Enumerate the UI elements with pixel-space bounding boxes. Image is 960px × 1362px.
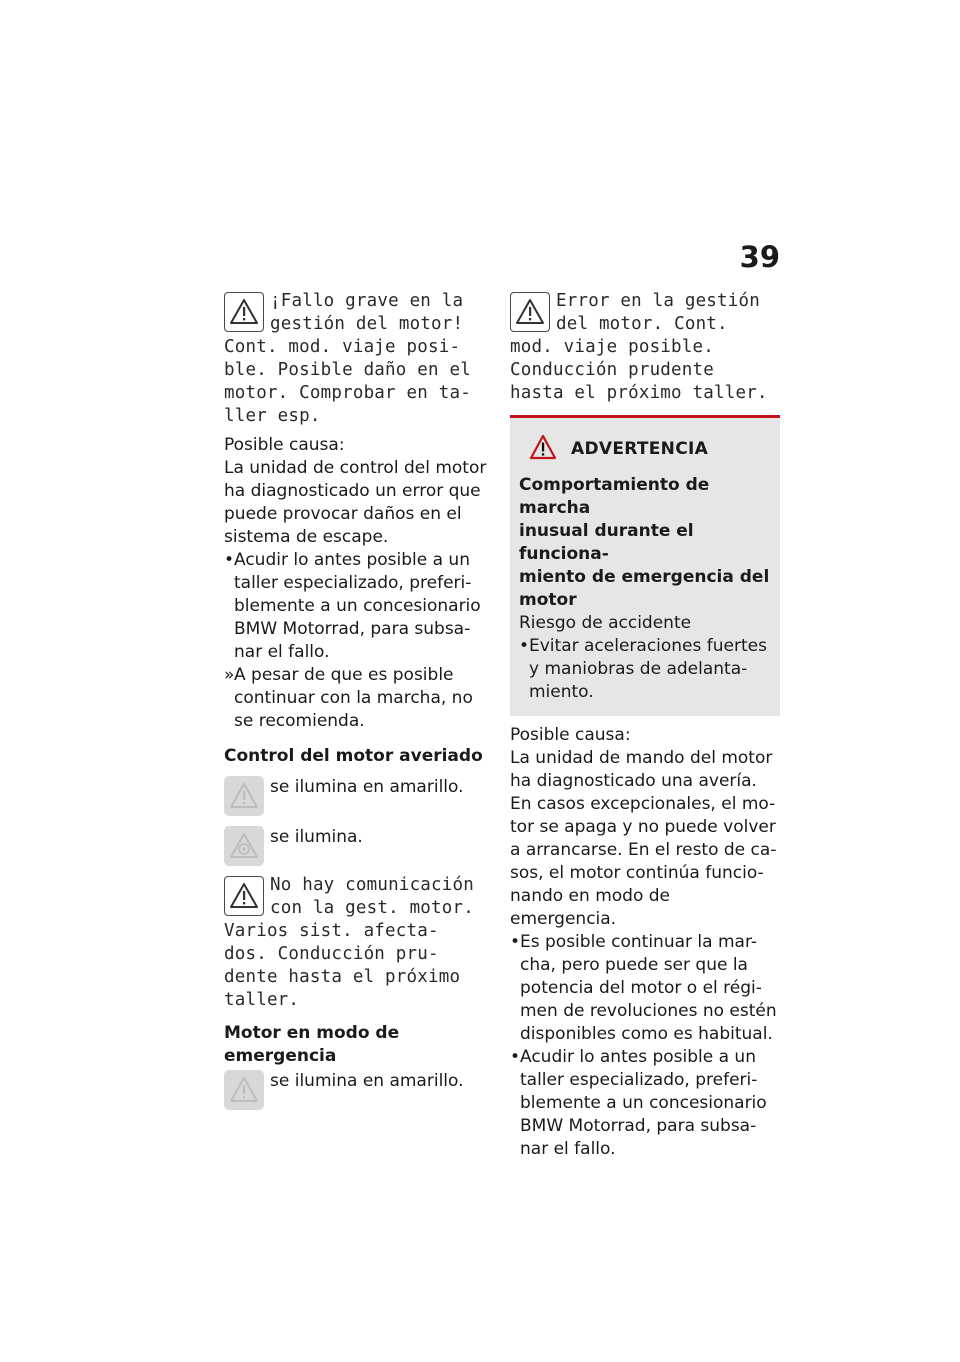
cause-text: a arrancarse. En el resto de ca- bbox=[510, 840, 777, 860]
cause-text: ha diagnosticado una avería. bbox=[510, 771, 757, 791]
exclamation-triangle-icon bbox=[529, 434, 557, 464]
warning-header bbox=[529, 434, 771, 464]
message-line: Error en la gestión bbox=[556, 291, 760, 311]
bullet-icon: • bbox=[510, 932, 521, 952]
message-line: No hay comunicación bbox=[270, 875, 474, 895]
cause-text: ha diagnosticado un error que bbox=[224, 481, 481, 501]
message-line: ¡Fallo grave en la bbox=[270, 291, 464, 311]
list-item-text: Acudir lo antes posible a un bbox=[234, 550, 470, 570]
list-item-text: BMW Motorrad, para subsa- bbox=[234, 619, 471, 639]
list-item-text: y maniobras de adelanta- bbox=[529, 659, 748, 679]
warning-description bbox=[519, 474, 771, 612]
warning-light-icon bbox=[224, 1070, 264, 1110]
warning-actions bbox=[519, 635, 771, 704]
page-number: 39 bbox=[739, 240, 780, 274]
message-line: dente hasta el próximo bbox=[224, 967, 461, 987]
message-line: Conducción prudente bbox=[510, 360, 714, 380]
bullet-icon: • bbox=[510, 1047, 521, 1067]
message-line: dos. Conducción pru- bbox=[224, 944, 439, 964]
result-text: A pesar de que es posible bbox=[234, 665, 454, 685]
list-item-text: nar el fallo. bbox=[520, 1139, 616, 1159]
indicator-text: se ilumina. bbox=[270, 827, 363, 847]
warning-risk: Riesgo de accidente bbox=[519, 613, 692, 633]
message-line: Varios sist. afecta- bbox=[224, 921, 439, 941]
result-text: continuar con la marcha, no bbox=[234, 688, 473, 708]
list-item-text: Es posible continuar la mar- bbox=[520, 932, 757, 952]
list-item bbox=[510, 1046, 780, 1161]
indicator-row bbox=[224, 1068, 488, 1112]
message-line: del motor. Cont. bbox=[556, 314, 728, 334]
message-line: taller. bbox=[224, 990, 300, 1010]
list-item-text: blemente a un concesionario bbox=[520, 1093, 767, 1113]
right-column bbox=[510, 290, 780, 1161]
cause-text: La unidad de control del motor bbox=[224, 458, 487, 478]
cause-text: nando en modo de emergencia. bbox=[510, 886, 671, 929]
list-item-text: disponibles como es habitual. bbox=[520, 1024, 773, 1044]
possible-cause bbox=[510, 724, 780, 931]
result-arrow-icon: » bbox=[224, 665, 235, 685]
cause-text: sistema de escape. bbox=[224, 527, 389, 547]
list-item-text: taller especializado, preferi- bbox=[234, 573, 472, 593]
cause-text: En casos excepcionales, el mo- bbox=[510, 794, 776, 814]
bullet-icon: • bbox=[224, 550, 235, 570]
list-item-text: blemente a un concesionario bbox=[234, 596, 481, 616]
result-item bbox=[224, 664, 488, 733]
cause-text: tor se apaga y no puede volver bbox=[510, 817, 776, 837]
list-item-text: potencia del motor o el régi- bbox=[520, 978, 762, 998]
warning-line: Comportamiento de marcha bbox=[519, 475, 710, 518]
display-message-engine-error bbox=[510, 290, 780, 405]
display-message-serious-fault bbox=[224, 290, 488, 428]
display-message-no-communication bbox=[224, 874, 488, 1012]
warning-line: miento de emergencia del bbox=[519, 567, 770, 587]
bullet-icon: • bbox=[519, 636, 530, 656]
message-line: ller esp. bbox=[224, 406, 321, 426]
cause-text: La unidad de mando del motor bbox=[510, 748, 773, 768]
warning-triangle-icon bbox=[510, 292, 550, 332]
list-item bbox=[224, 549, 488, 664]
list-item bbox=[510, 931, 780, 1046]
result-text: se recomienda. bbox=[234, 711, 365, 731]
list-item-text: Evitar aceleraciones fuertes bbox=[529, 636, 767, 656]
heading-line: Motor en modo de bbox=[224, 1023, 400, 1043]
left-column bbox=[224, 290, 488, 1112]
message-line: mod. viaje posible. bbox=[510, 337, 714, 357]
warning-triangle-icon bbox=[224, 876, 264, 916]
list-item-text: miento. bbox=[529, 682, 594, 702]
list-item-text: BMW Motorrad, para subsa- bbox=[520, 1116, 757, 1136]
list-item-text: nar el fallo. bbox=[234, 642, 330, 662]
indicator-text: se ilumina en amarillo. bbox=[270, 1071, 464, 1091]
list-item-text: taller especializado, preferi- bbox=[520, 1070, 758, 1090]
cause-text: puede provocar daños en el bbox=[224, 504, 462, 524]
message-line: motor. Comprobar en ta- bbox=[224, 383, 471, 403]
warning-line: motor bbox=[519, 590, 577, 610]
cause-label: Posible causa: bbox=[510, 725, 631, 745]
warning-light-icon bbox=[224, 776, 264, 816]
indicator-text: se ilumina en amarillo. bbox=[270, 777, 464, 797]
message-line: ble. Posible daño en el bbox=[224, 360, 471, 380]
indicator-row bbox=[224, 774, 488, 818]
list-item-text: Acudir lo antes posible a un bbox=[520, 1047, 756, 1067]
indicator-row bbox=[224, 824, 488, 868]
cause-text: sos, el motor continúa funcio- bbox=[510, 863, 764, 883]
message-line: con la gest. motor. bbox=[270, 898, 474, 918]
possible-cause bbox=[224, 434, 488, 549]
message-line: Cont. mod. viaje posi- bbox=[224, 337, 461, 357]
warning-title: ADVERTENCIA bbox=[571, 439, 709, 459]
message-line: hasta el próximo taller. bbox=[510, 383, 768, 403]
warning-triangle-icon bbox=[224, 292, 264, 332]
warning-line: inusual durante el funciona- bbox=[519, 521, 694, 564]
list-item-text: men de revoluciones no estén bbox=[520, 1001, 777, 1021]
heading-line: emergencia bbox=[224, 1046, 337, 1066]
cause-label: Posible causa: bbox=[224, 435, 345, 455]
warning-box bbox=[510, 415, 780, 716]
list-item bbox=[519, 635, 771, 704]
section-heading bbox=[224, 1022, 488, 1068]
engine-warning-icon bbox=[224, 826, 264, 866]
action-list bbox=[224, 549, 488, 733]
section-heading: Control del motor averiado bbox=[224, 746, 483, 766]
action-list bbox=[510, 931, 780, 1161]
list-item-text: cha, pero puede ser que la bbox=[520, 955, 748, 975]
message-line: gestión del motor! bbox=[270, 314, 464, 334]
